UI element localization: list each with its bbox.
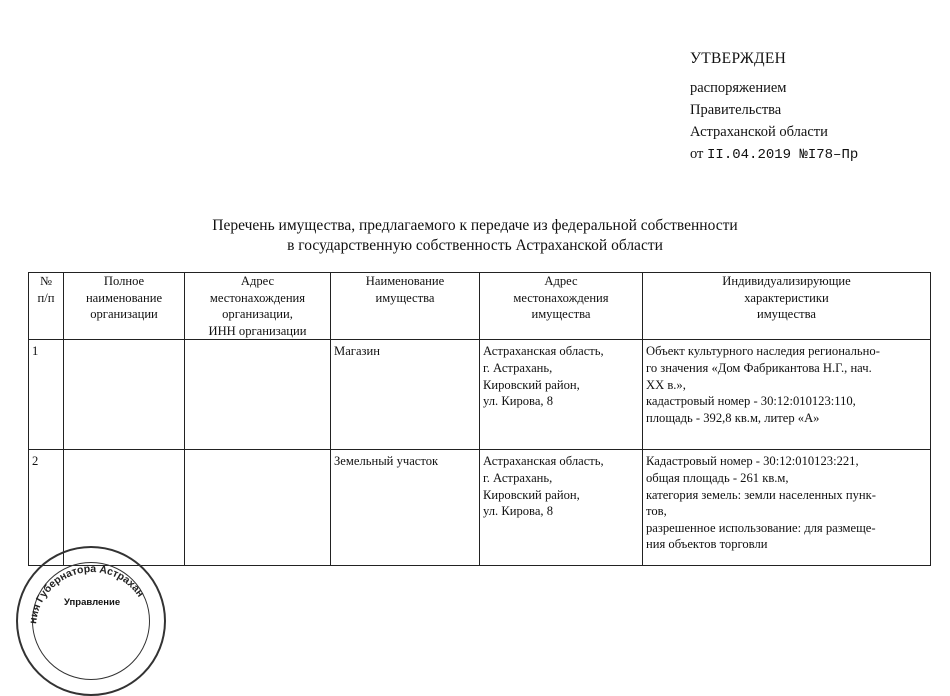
cell-line: г. Астрахань, <box>483 360 553 375</box>
column-header-2 <box>64 273 185 340</box>
cell-characteristics <box>643 450 931 566</box>
column-header-line: Индивидуализирующие <box>722 274 851 288</box>
column-header-line: Наименование <box>365 274 445 288</box>
document-title-line-1: Перечень имущества, предлагаемого к передаче из федеральной собственности <box>212 217 738 234</box>
column-header-line: организации, <box>222 307 293 322</box>
column-header-line: имущества <box>531 307 591 322</box>
cell-num: 1 <box>29 340 64 450</box>
cell-line: ул. Кирова, 8 <box>483 394 554 409</box>
column-header-line: п/п <box>37 290 55 305</box>
column-header-line: характеристики <box>744 290 829 305</box>
column-header-5 <box>480 273 643 340</box>
table-row <box>29 340 931 450</box>
property-table <box>28 272 931 566</box>
approval-date-number: II.04.2019 №I78–Пр <box>707 147 859 163</box>
svg-text:ния Губернатора Астрахан <box>27 563 146 624</box>
cell-line: г. Астрахань, <box>483 470 553 485</box>
column-header-line: Адрес <box>240 274 275 288</box>
cell-line: кадастровый номер - 30:12:010123:110, <box>646 394 856 409</box>
column-header-line: местонахождения <box>209 290 306 305</box>
cell-line: ния объектов торговли <box>646 537 768 552</box>
cell-line: Астраханская область, <box>483 344 604 359</box>
cell-org-address <box>185 450 331 566</box>
approval-date-prefix: от <box>690 146 704 162</box>
cell-org-address <box>185 340 331 450</box>
approval-line-3: Астраханской области <box>690 124 828 140</box>
document-title <box>0 216 950 256</box>
document-title-line-2: в государственную собственность Астраханской области <box>287 237 663 254</box>
column-header-line: ИНН организации <box>208 323 307 338</box>
approval-line-1: распоряжением <box>690 80 787 96</box>
cell-line: го значения «Дом Фабрикантова Н.Г., нач. <box>646 360 872 375</box>
cell-line: категория земель: земли населенных пунк- <box>646 487 876 502</box>
stamp-center-label: Управление <box>64 597 121 608</box>
column-header-line: Полное <box>103 274 145 288</box>
cell-line: тов, <box>646 504 667 519</box>
column-header-4 <box>331 273 480 340</box>
approval-date-line <box>690 143 858 166</box>
cell-line: Астраханская область, <box>483 454 604 469</box>
cell-line: Кировский район, <box>483 377 580 392</box>
cell-property-name: Земельный участок <box>331 450 480 566</box>
column-header-line: местонахождения <box>513 290 609 305</box>
approval-line-2: Правительства <box>690 102 782 118</box>
cell-property-address <box>480 340 643 450</box>
column-header-line: организации <box>90 307 158 322</box>
column-header-3 <box>185 273 331 340</box>
approval-block <box>690 48 858 166</box>
cell-line: Кировский район, <box>483 487 580 502</box>
cell-org-name <box>64 340 185 450</box>
stamp-arc-text <box>16 546 166 696</box>
cell-line: ул. Кирова, 8 <box>483 504 554 519</box>
column-header-line: имущества <box>375 290 435 305</box>
cell-line: общая площадь - 261 кв.м, <box>646 470 789 485</box>
column-header-line: № <box>39 274 53 288</box>
approval-heading: УТВЕРЖДЕН <box>690 50 787 67</box>
cell-property-address <box>480 450 643 566</box>
cell-characteristics <box>643 340 931 450</box>
cell-line: площадь - 392,8 кв.м, литер «А» <box>646 410 820 425</box>
cell-line: разрешенное использование: для размеще- <box>646 520 876 535</box>
column-header-1 <box>29 273 64 340</box>
table-body <box>29 340 931 566</box>
cell-line: Кадастровый номер - 30:12:010123:221, <box>646 454 859 469</box>
column-header-line: наименование <box>85 290 163 305</box>
table-header-row <box>29 273 931 340</box>
column-header-line: Адрес <box>544 274 578 288</box>
cell-num: 2 <box>29 450 64 566</box>
cell-line: Объект культурного наследия регионально- <box>646 344 880 359</box>
cell-line: XX в.», <box>646 377 686 392</box>
cell-property-name: Магазин <box>331 340 480 450</box>
column-header-6 <box>643 273 931 340</box>
column-header-line: имущества <box>756 307 817 322</box>
stamp-arc-label: ния Губернатора Астрахан <box>27 562 147 625</box>
